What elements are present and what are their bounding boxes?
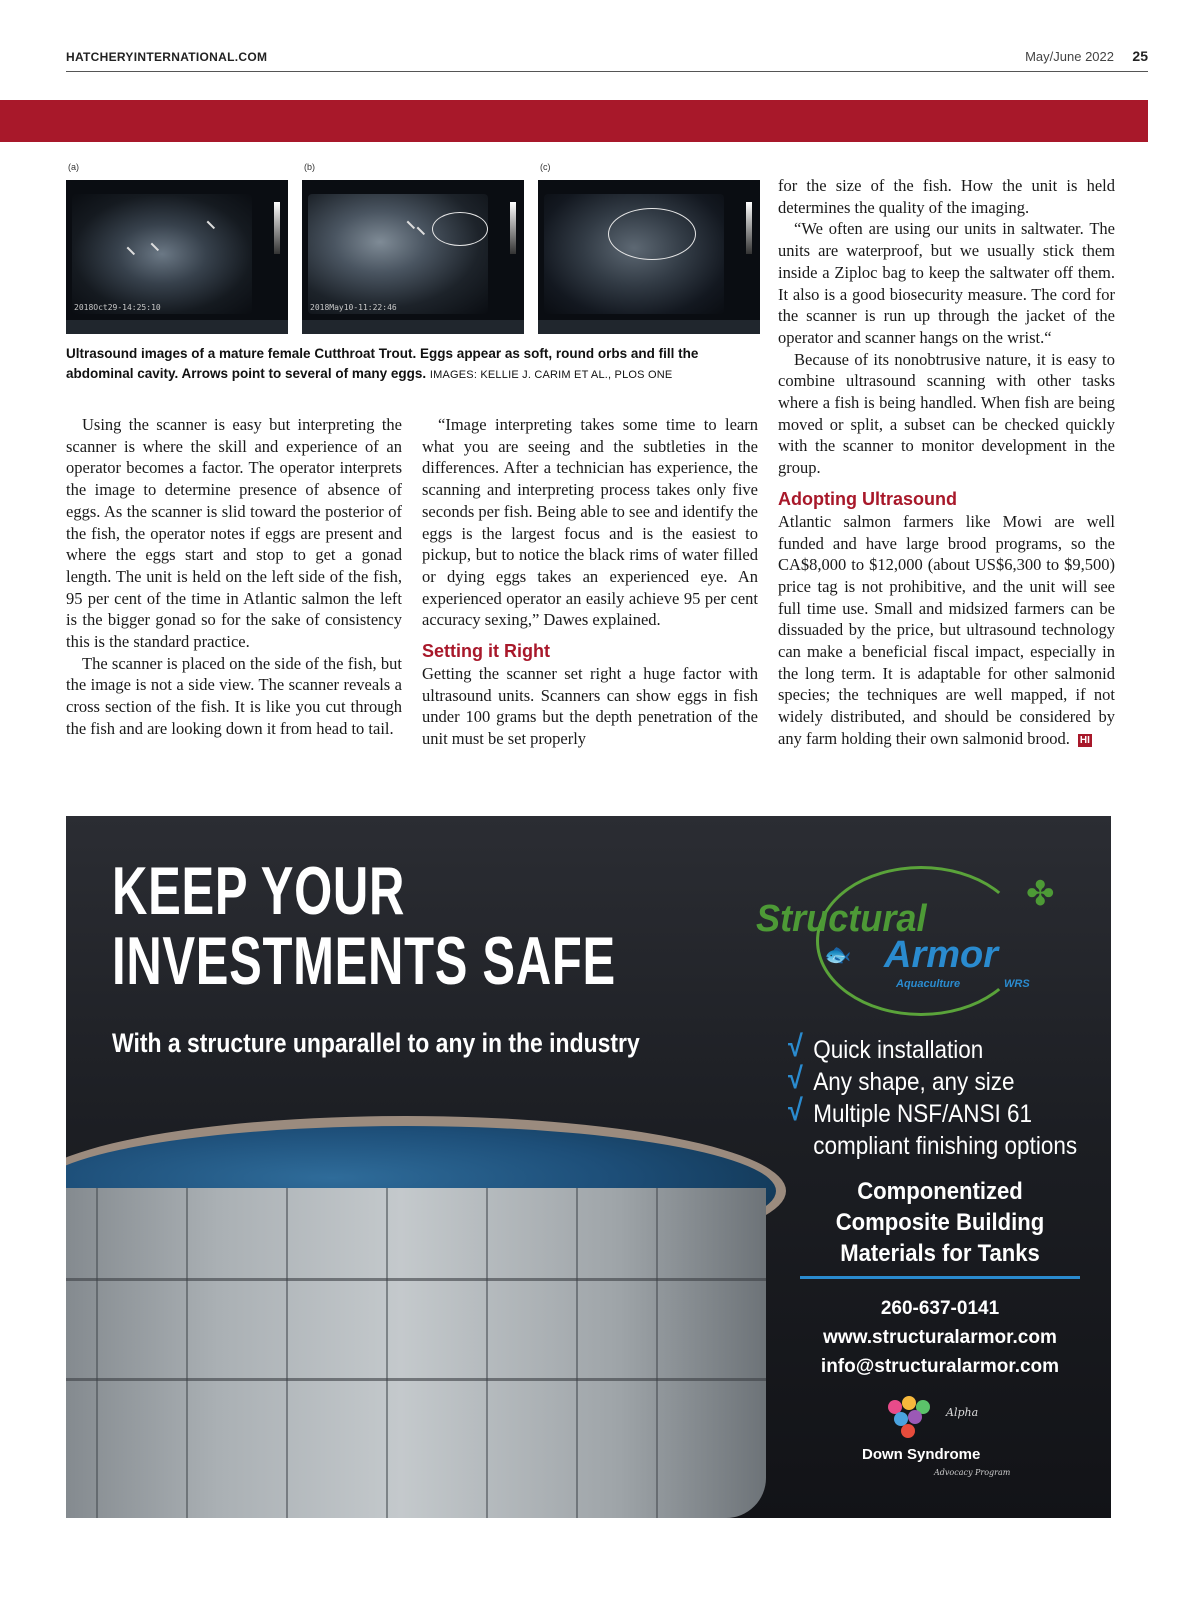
article-column-2 (422, 414, 758, 750)
checkmark-icon: √ (788, 1030, 803, 1063)
article-column-1 (66, 414, 402, 740)
article-column-3 (778, 175, 1115, 750)
feature-text: Any shape, any size (813, 1068, 1015, 1096)
tank-seam (286, 1188, 288, 1518)
figure-label: (b) (304, 162, 315, 172)
figure-c (538, 162, 760, 352)
figure-caption (66, 344, 766, 385)
ds-subtitle: Advocacy Program (934, 1468, 1011, 1477)
logo-tagline: WRS (1004, 978, 1030, 990)
figure-b (302, 162, 524, 352)
end-mark: HI (1079, 734, 1090, 746)
paragraph: Getting the scanner set right a huge factor with ultrasound units. Scanners can show eggs in fish under 100 grams but the depth penetration of the unit must be set properly (422, 664, 758, 749)
scan-toolbar (66, 320, 288, 334)
tank-seam (96, 1188, 98, 1518)
scan-timestamp: 2018Oct29-14:25:10 (74, 303, 161, 312)
tank-band (66, 1378, 766, 1381)
gain-scale (746, 202, 752, 254)
feature-item (788, 1062, 1076, 1098)
paragraph: for the size of the fish. How the unit is held determines the quality of the imaging. (778, 176, 1115, 217)
logo-wordmark: Structural (756, 898, 927, 940)
paragraph: “Image interpreting takes some time to learn what you are seeing and the subtleties in the differences. After a technician has experience, the scanning and interpreting process takes only five seconds per fish. Being able to see and identify the eggs is the largest focus and is the easiest to pickup, but to notice the black rims of water filled or dying eggs takes an experienced eye. An experienced operator an easily achieve 95 per cent accuracy sexing,” Dawes explained. (422, 415, 758, 630)
ad-headline (112, 853, 616, 999)
heart-dot (901, 1424, 915, 1438)
hearts-icon (884, 1394, 944, 1444)
contact-info (790, 1294, 1090, 1381)
ultrasound-image (538, 180, 760, 334)
email-link[interactable]: info@structuralarmor.com (820, 1356, 1060, 1377)
feature-item (788, 1130, 1076, 1162)
product-description (811, 1176, 1069, 1269)
page-header (66, 44, 1148, 72)
paragraph: Using the scanner is easy but interpreting the scanner is where the skill and experience of an operator becomes a factor. The operator interprets the image to determine presence of absence of eggs. As the scanner is slid toward the posterior of the fish, the operator notes if eggs are present and where the eggs start and stop to get a gonad length. The unit is held on the left side of the fish, 95 per cent of the time in Atlantic salmon the left is the bigger gonad so for the sake of consistency this is the standard practice. (66, 415, 402, 652)
feature-text: Multiple NSF/ANSI 61 (813, 1100, 1033, 1128)
site-name[interactable]: HATCHERYINTERNATIONAL.COM (66, 50, 268, 64)
issue-date: May/June 2022 (1025, 49, 1114, 64)
checkmark-icon: √ (788, 1094, 803, 1127)
website-link[interactable]: www.structuralarmor.com (823, 1327, 1057, 1348)
feature-item (788, 1030, 1076, 1066)
advertisement[interactable] (66, 816, 1111, 1518)
tank-wall (66, 1188, 766, 1518)
figure-label: (a) (68, 162, 79, 172)
headline-line: INVESTMENTS SAFE (112, 923, 616, 999)
ds-title: Down Syndrome (862, 1446, 981, 1463)
checkmark-icon: √ (788, 1062, 803, 1095)
tank-seam (386, 1188, 388, 1518)
ad-subhead: With a structure unparallel to any in the industry (112, 1028, 640, 1058)
ultrasound-image (66, 180, 288, 334)
gain-scale (510, 202, 516, 254)
section-banner (0, 100, 1148, 142)
feature-text: compliant finishing options (813, 1132, 1078, 1160)
feature-list (788, 1030, 1108, 1162)
fish-icon: 🐟 (824, 942, 852, 967)
paragraph: “We often are using our units in saltwater. The units are waterproof, but we usually stick them inside a Ziploc bag to keep the saltwater off them. It also is a good biosecurity measure. The cord for the scanner is run up through the jacket of the operator and scanner hangs on the wrist.“ (778, 219, 1115, 347)
egg-outline (432, 212, 488, 246)
tank-seam (486, 1188, 488, 1518)
structural-armor-logo (756, 856, 1056, 1006)
scan-toolbar (538, 320, 760, 334)
headline-line: KEEP YOUR (112, 853, 406, 929)
logo-tagline: Aquaculture (896, 978, 961, 990)
ultrasound-figures (66, 162, 780, 352)
heart-dot (908, 1410, 922, 1424)
logo-wordmark: Armor (884, 934, 999, 976)
heart-dot (902, 1396, 916, 1410)
figure-a (66, 162, 288, 352)
egg-outline (608, 208, 696, 260)
feature-text: Quick installation (813, 1036, 984, 1064)
paragraph-text: Atlantic salmon farmers like Mowi are well funded and have large brood programs, so the CA$8,000 to $12,000 (about US$6,300 to $9,500) price tag is not prohibitive, and the unit will see full time use. Small and midsized farmers can be dissuaded by the price, but ultrasound technology can make a beneficial fiscal impact, especially in the long term. It is adaptable for other salmonid species; the techniques are well mapped, if not widely distributed, and should be considered by any farm holding their own salmonid brood. (778, 511, 1115, 748)
scan-field (72, 194, 252, 314)
ultrasound-image (302, 180, 524, 334)
phone-number[interactable]: 260-637-0141 (880, 1298, 1000, 1319)
product-line: Componentized (857, 1178, 1023, 1205)
section-heading: Setting it Right (422, 641, 550, 662)
leaf-icon: ✤ (1026, 876, 1055, 913)
scan-toolbar (302, 320, 524, 334)
divider (800, 1276, 1080, 1279)
tank-seam (186, 1188, 188, 1518)
paragraph (778, 511, 1115, 750)
figure-label: (c) (540, 162, 551, 172)
product-line: Materials for Tanks (840, 1240, 1040, 1267)
product-line: Composite Building (835, 1209, 1045, 1236)
caption-text: Ultrasound images of a mature female Cutthroat Trout. Eggs appear as soft, round orbs and fill the abdominal cavity. Arrows point to several of many eggs. (66, 346, 699, 381)
tank-seam (576, 1188, 578, 1518)
scan-timestamp: 2018May10-11:22:46 (310, 303, 397, 312)
gain-scale (274, 202, 280, 254)
feature-item (788, 1094, 1076, 1130)
tank-band (66, 1278, 766, 1281)
paragraph: Because of its nonobtrusive nature, it is easy to combine ultrasound scanning with other tasks where a fish is being handled. When fish are being moved or split, a subset can be checked quickly with the scanner to monitor development in the group. (778, 349, 1115, 478)
page-number: 25 (1132, 48, 1148, 64)
section-heading: Adopting Ultrasound (778, 488, 957, 509)
paragraph: The scanner is placed on the side of the fish, but the image is not a side view. The scanner reveals a cross section of the fish. It is like you cut through the fish and are looking down it from head to tail. (66, 653, 402, 738)
tank-seam (656, 1188, 658, 1518)
image-credit: IMAGES: KELLIE J. CARIM ET AL., PLOS ONE (429, 369, 673, 381)
ds-brand: Alpha (946, 1406, 979, 1419)
